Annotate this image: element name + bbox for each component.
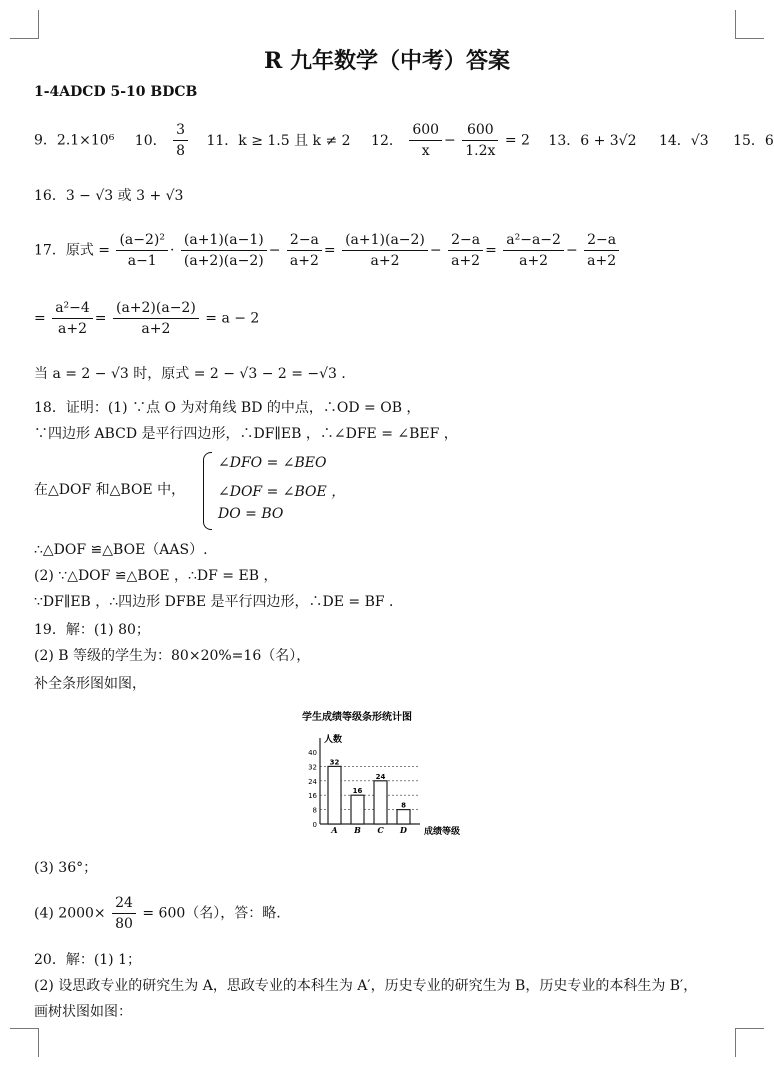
- q13: 13．6 + 3√2: [548, 132, 637, 149]
- y-tick-label: 0: [312, 821, 317, 829]
- x-tick-label: D: [400, 825, 407, 835]
- q18-line-3: 在△DOF 和△BOE 中，: [34, 482, 186, 498]
- q17-fraction: $\frac{\text{a²−a−2}}{a+2}$: [503, 230, 564, 271]
- q12-fraction-2: $\frac{600}{1.2x}$: [462, 120, 498, 161]
- q12-fraction-1: $\frac{600}{x}$: [409, 120, 442, 161]
- q17-fraction: $\frac{2-a}{a+2}$: [584, 230, 619, 271]
- q9: 9．2.1×10⁶: [34, 132, 115, 149]
- q20-line-2: (2) 设思政专业的研究生为 A，思政专业的本科生为 A′，历史专业的研究生为 B，历史专业的本科生为 B′，: [34, 978, 698, 994]
- q19-line-1: 19．解：(1) 80；: [34, 622, 150, 638]
- y-tick-label: 8: [312, 806, 317, 815]
- q20-line-1: 20．解：(1) 1；: [34, 952, 142, 968]
- q10-fraction: $\frac{3}{8}$: [173, 120, 188, 161]
- corner-mark: [735, 10, 764, 39]
- data-label: 8: [401, 801, 406, 810]
- q17-fraction: $\frac{\text{a²−4}}{a+2}$: [52, 298, 93, 339]
- q19-line-3: 补全条形图如图，: [34, 676, 146, 692]
- q15: 15．6: [733, 132, 774, 149]
- bar-C: [374, 781, 387, 824]
- y-tick-label: 24: [308, 777, 317, 786]
- bar-chart: [296, 706, 486, 848]
- q17-line-2: = $\frac{\text{a²−4}}{a+2}$ = $\frac{(a+2)(a-2)}{a+2}$ = a − 2: [34, 300, 260, 337]
- q19-prefix: (4) 2000×: [34, 905, 106, 922]
- q18-system-eq-2: ∠DOF = ∠BOE ，: [218, 484, 346, 500]
- q20-line-3: 画树状图如图：: [34, 1004, 132, 1020]
- q17-result: = a − 2: [205, 310, 260, 327]
- q17-fraction: $\frac{(a+1)(a-2)}{a+2}$: [342, 230, 428, 271]
- y-tick-label: 32: [308, 763, 317, 772]
- data-label: 24: [375, 772, 386, 781]
- chart-title: 学生成绩等级条形统计图: [302, 712, 412, 723]
- q14: 14．√3: [658, 132, 709, 149]
- brace-symbol: [203, 452, 212, 530]
- q18-line-1: 18．证明：(1) ∵点 O 为对角线 BD 的中点，∴OD = OB ，: [34, 400, 421, 416]
- q10: 10．: [134, 132, 167, 149]
- corner-mark: [10, 1028, 39, 1057]
- x-tick-label: C: [377, 825, 384, 835]
- q19-fraction: $\frac{24}{80}$: [112, 893, 136, 934]
- q17-fraction: $\frac{(a+2)(a-2)}{a+2}$: [113, 298, 199, 339]
- y-axis-label: 人数: [324, 735, 343, 745]
- q18-line-6: ∵DF∥EB ，∴四边形 DFBE 是平行四边形，∴DE = BF ．: [34, 594, 404, 610]
- y-tick-label: 16: [308, 792, 317, 801]
- q19-line-5: [34, 893, 281, 934]
- q17-fraction: $\frac{(a+1)(a-1)}{(a+2)(a-2)}$: [181, 230, 267, 271]
- q12-tail: = 2: [504, 132, 530, 149]
- q11: 11．k ≥ 1.5 且 k ≠ 2: [206, 132, 351, 149]
- q18-system-eq-1: ∠DFO = ∠BEO: [218, 455, 327, 471]
- bar-B: [351, 795, 364, 824]
- x-tick-label: B: [354, 825, 361, 835]
- q16: 16．3 − √3 或 3 + √3: [34, 188, 184, 204]
- bar-A: [328, 766, 341, 824]
- y-tick-label: 40: [308, 749, 317, 757]
- q18-system-eq-3: DO = BO: [218, 506, 284, 522]
- q18-line-5: (2) ∵△DOF ≌△BOE ，∴DF = EB ，: [34, 568, 278, 584]
- q17-line-1: 17．原式 = $\frac{\text{(a−2)²}}{a-1}$ · $\frac{(a+1)(a-1)}{(a+2)(a-2)}$ − $\frac{2-a}{a+2}$ = $\frac{(a+1)(a-2)}{a+2}$ − $\frac{2-a}{a+2}$ = $\frac{\text{a²−a−2}}{a+2}$ − $\frac{2-a}{a+2}$: [34, 230, 621, 271]
- q12: 12．: [371, 132, 403, 149]
- page-title: R 九年数学（中考）答案: [264, 48, 510, 74]
- x-tick-label: A: [331, 825, 338, 835]
- q17-line-3: 当 a = 2 − √3 时，原式 = 2 − √3 − 2 = −√3 ．: [34, 366, 356, 382]
- choice-answers: 1-4ADCD 5-10 BDCB: [34, 84, 198, 100]
- bar-D: [397, 810, 410, 824]
- data-label: 32: [329, 758, 340, 767]
- q17-fraction: $\frac{2-a}{a+2}$: [448, 230, 483, 271]
- q19-tail: = 600（名），答：略.: [142, 905, 281, 922]
- q19-line-4: (3) 36°；: [34, 860, 98, 876]
- q18-line-4: ∴△DOF ≌△BOE（AAS）.: [34, 542, 208, 558]
- q17-prefix: 17．原式 =: [34, 242, 110, 259]
- data-label: 16: [352, 787, 363, 796]
- fill-answers-row: 9．2.1×10⁶ 10． $\frac{3}{8}$ 11．k ≥ 1.5 且 k ≠ 2 12． $\frac{600}{x}$ − $\frac{600}{1.2x}$ = 2 13．6 + 3√2 14．√3 15．6: [34, 122, 774, 159]
- q19-line-2: (2) B 等级的学生为：80×20%=16（名），: [34, 648, 311, 664]
- x-axis-label: 成绩等级: [424, 827, 461, 837]
- q18-line-2: ∵四边形 ABCD 是平行四边形，∴DF∥EB ，∴∠DFE = ∠BEF ，: [34, 426, 458, 442]
- corner-mark: [10, 10, 39, 39]
- q17-fraction: $\frac{\text{(a−2)²}}{a-1}$: [116, 230, 168, 271]
- corner-mark: [735, 1028, 764, 1057]
- q17-fraction: $\frac{2-a}{a+2}$: [287, 230, 322, 271]
